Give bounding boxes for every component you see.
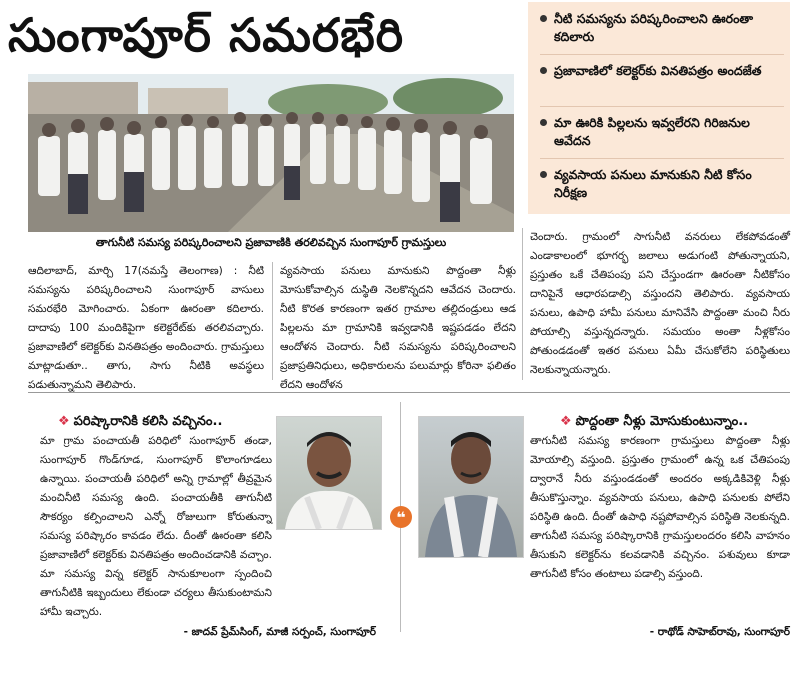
bullet-icon	[540, 15, 547, 22]
article-column-1: ఆదిలాబాద్, మార్చి 17(నమస్తే తెలంగాణ) : నీటి సమస్యను పరిష్కరించాలని సుంగాపూర్ వాసులు సమరభేరి మోగించారు. ఏకంగా ఊరంతా కదిలారు. దాదాపు 100 మందికిపైగా కలెక్టరేట్‌కు తరలివచ్చారు. ప్రజావాణిలో కలెక్టర్‌కు వినతిపత్రం అందించారు. గ్రామస్తులు మాట్లాడుతూ.. తాగు, సాగు నీటికి అవస్థలు పడుతున్నామని తెలిపారు.	[28, 265, 264, 391]
diamond-icon: ❖	[58, 414, 70, 429]
article-column-3: చెందారు. గ్రామంలో సాగునీటి వనరులు లేకపోవడంతో ఎండాకాలంలో భూగర్భ జలాలు అడుగంటి పోతున్నాయని, ప్రస్తుతం ఒకే చేతిపంపు పని చేస్తుండగా ఊరంతా నీటికోసం దానిపైనే ఆధారపడాల్సి వస్తుందని తెలిపారు. వ్యవసాయ పనులు, ఉపాధి హామీ పనులు మానివేసి పొద్దంతా మంచి నీరు పోయాల్సి వస్తున్నదన్నారు. సమయం అంతా నీళ్లకోసం పోతుండడంతో ఇతర పనులు ఏమీ చేసుకోలేని పరిస్థితులు నెలకున్నాయన్నారు.	[530, 231, 790, 376]
bullet-icon	[540, 67, 547, 74]
box-right-text: తాగునీటి సమస్య కారణంగా గ్రామస్తులు పొద్దంతా నీళ్లు మోయాల్సి వస్తుంది. ప్రస్తుతం గ్రామంలో ఉన్న ఒక చేతిపంపు ద్వారానే నీరు వస్తుండడంతో అందరం అక్కడికివెళ్లి నీళ్లు తీసుకొస్తున్నాం. వ్యవసాయ పనులు, ఉపాధి పనులకు పోలేని పరిస్థితి ఉంది. దీంతో ఉపాధి నష్టపోవాల్సిన పరిస్థితి నెలకున్నది. తాగునీటి సమస్య పరిష్కారానికి గ్రామస్తులందరం కలిసి వాహనం తీసుకుని కలెక్టర్‌ను కలవడానికి వచ్చినం. పశువులు కూడా తాగునీటి కోసం తంటాలు పడాల్సి వస్తుంది.	[530, 435, 790, 580]
person-illustration	[277, 417, 381, 529]
highlights-box	[528, 2, 790, 214]
column-divider	[522, 228, 523, 380]
highlight-item: వ్యవసాయ పనులు మానుకుని నీటి కోసం నిరీక్షణ	[540, 166, 784, 202]
diamond-icon: ❖	[560, 414, 572, 429]
article-column-2: వ్యవసాయ పనులు మానుకుని పొద్దంతా నీళ్లు మోసుకోవాల్సిన దుస్థితి నెలకొన్నదని ఆవేదన చెందారు. నీటి కొరత కారణంగా ఇతర గ్రామాల తల్లిదండ్రులు ఆడ పిల్లలను మా గ్రామానికి ఇవ్వడానికి ఇష్టపడడం లేదని ఆందోళన చెందారు. నీటి సమస్యను పరిష్కరించాలని ప్రజాప్రతినిధులు, అధికారులను పలుమార్లు కోరినా ఫలితం లేదని ఆందోళన	[280, 265, 516, 391]
divider	[540, 54, 784, 55]
highlight-item: ప్రజావాణిలో కలెక్టర్‌కు వినతిపత్రం అందజేత	[540, 62, 784, 80]
bullet-icon	[540, 119, 547, 126]
crowd-photo	[28, 74, 514, 232]
divider	[540, 158, 784, 159]
box-right-signature: - రాథోడ్ సాహెబ్‌రావు, సుంగాపూర్	[649, 626, 790, 638]
bullet-icon	[540, 171, 547, 178]
highlight-item: నీటి సమస్యను పరిష్కరించాలని ఊరంతా కదిలారు	[540, 10, 784, 46]
divider	[540, 106, 784, 107]
section-divider	[28, 392, 790, 393]
column-divider	[272, 262, 273, 380]
box-left-title: ❖ పరిష్కారానికి కలిసి వచ్చినం..	[58, 414, 223, 429]
portrait-photo-left	[276, 416, 382, 530]
box-left-signature: - జాదవ్ ప్రేమ్‌సింగ్, మాజీ సర్పంచ్, సుంగాపూర్	[183, 626, 376, 638]
portrait-photo-right	[418, 416, 524, 558]
photo-caption: తాగునీటి సమస్య పరిష్కరించాలని ప్రజావాణికి తరలివచ్చిన సుంగాపూర్ గ్రామస్తులు	[28, 232, 514, 254]
quote-icon: ❝	[390, 506, 412, 528]
headline: సుంగాపూర్ సమరభేరి	[8, 8, 404, 62]
highlight-item: మా ఊరికి పిల్లలను ఇవ్వలేరని గిరిజనుల ఆవేదన	[540, 114, 784, 150]
person-illustration	[419, 417, 523, 557]
crowd-illustration	[28, 74, 514, 232]
box-right-title: ❖ పొద్దంతా నీళ్లు మోసుకుంటున్నాం..	[560, 414, 749, 429]
box-left-text: మా గ్రామ పంచాయతీ పరిధిలో సుంగాపూర్ తండా, సుంగాపూర్ గొండ్‌గూడ, సుంగాపూర్ కొలాంగూడలు ఉన్నాయి. పంచాయతీ పరిధిలో అన్ని గ్రామాల్లో తీవ్రమైన మంచినీటి సమస్య ఉంది. పంచాయతీకి తాగునీటి సౌకర్యం కల్పించాలని ఎన్నో రోజులుగా కోరుతున్నా సమస్య పరిష్కారం కావడం లేదు. దీంతో ఊరంతా కలిసి ప్రజావాణిలో కలెక్టర్‌కు వినతిపత్రం అందించడానికి వచ్చాం. మా సమస్య విన్న కలెక్టర్ సానుకూలంగా స్పందించి తాగునీటికి ఇబ్బందులు లేకుండా చర్యలు తీసుకుంటామని హామీ ఇచ్చారు.	[40, 435, 272, 618]
